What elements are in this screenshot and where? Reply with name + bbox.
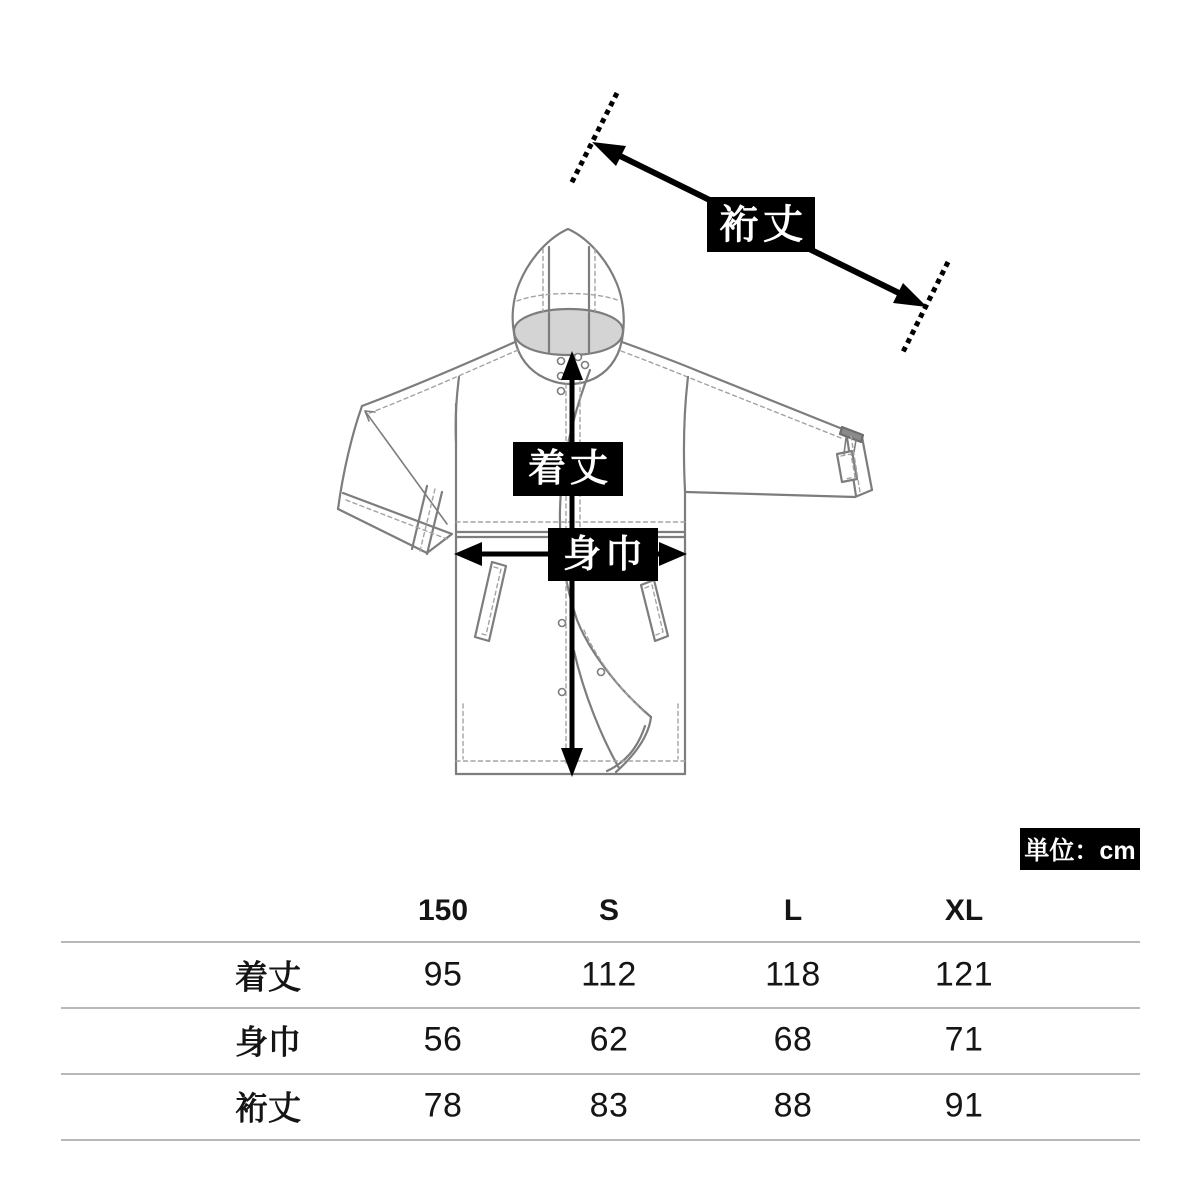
left-sleeve — [338, 377, 459, 554]
sleeve-length-label: 裄丈 — [707, 197, 815, 252]
cell-value: 56 — [423, 1020, 463, 1059]
row-label: 身巾 — [235, 1023, 301, 1061]
size-column-header: 150 — [417, 894, 469, 927]
snap-buttons — [558, 354, 605, 696]
size-column-header: XL — [944, 894, 984, 927]
cell-value: 78 — [423, 1086, 463, 1125]
cell-value: 112 — [581, 955, 637, 994]
table-divider — [61, 1073, 1140, 1075]
cell-value: 68 — [773, 1020, 813, 1059]
table-divider — [61, 941, 1140, 943]
right-sleeve — [684, 377, 872, 497]
cell-value: 62 — [589, 1020, 629, 1059]
cell-value: 71 — [944, 1020, 984, 1059]
size-column-header: L — [783, 894, 803, 927]
cell-value: 118 — [765, 955, 821, 994]
cell-value: 95 — [423, 955, 463, 994]
table-divider — [61, 1007, 1140, 1009]
sleeve-length-guide-dotted-right — [903, 262, 948, 352]
table-divider — [61, 1139, 1140, 1141]
row-label: 着丈 — [235, 958, 301, 996]
body-length-label: 着丈 — [513, 442, 623, 496]
unit-badge: 単位：cm — [1020, 828, 1140, 870]
cell-value: 91 — [944, 1086, 984, 1125]
row-label: 裄丈 — [235, 1089, 301, 1127]
sleeve-length-guide-dotted-left — [570, 93, 617, 186]
shoulder-yoke — [362, 342, 845, 438]
cell-value: 83 — [589, 1086, 629, 1125]
pocket-welt-right — [641, 580, 668, 641]
pocket-welt-left — [475, 562, 506, 641]
hood — [513, 229, 624, 384]
size-column-header: S — [598, 894, 620, 927]
cell-value: 88 — [773, 1086, 813, 1125]
cell-value: 121 — [934, 955, 994, 994]
body-width-label: 身巾 — [548, 528, 658, 581]
